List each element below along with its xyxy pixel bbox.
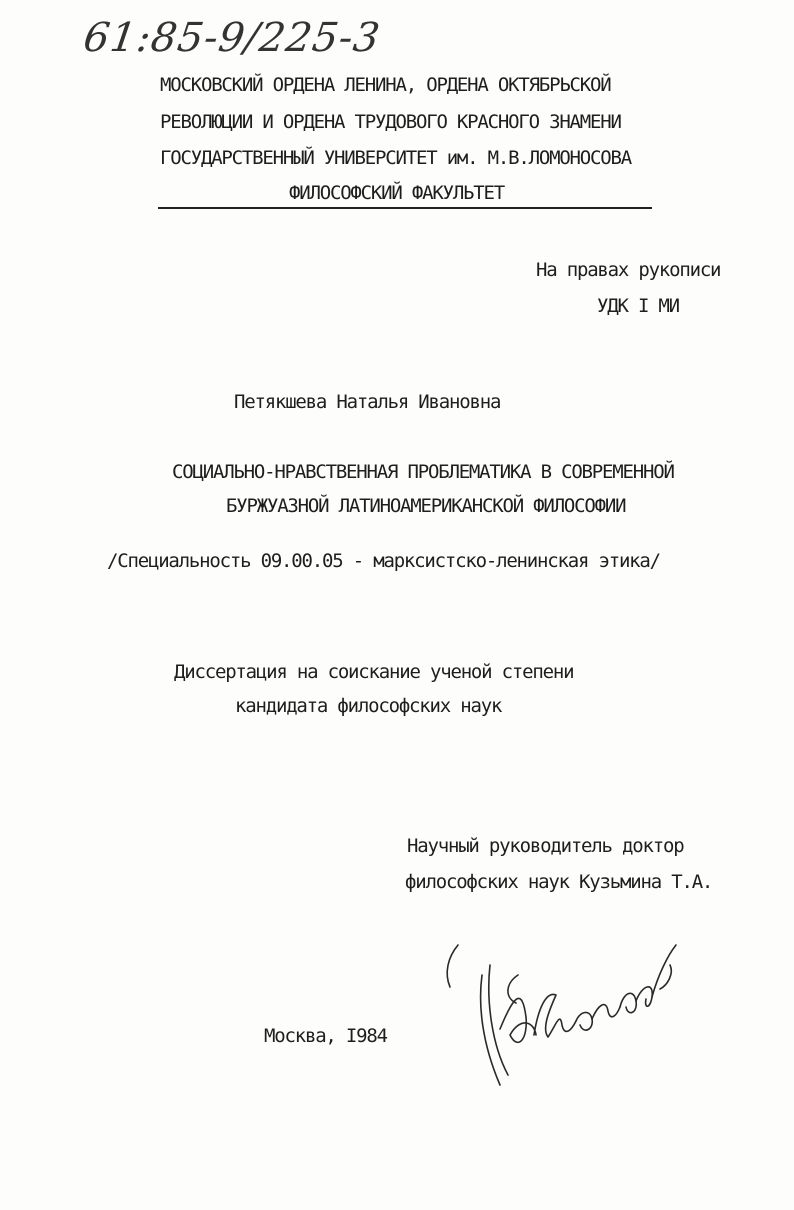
- handwritten-signature: [430, 925, 690, 1095]
- supervisor-line-1: Научный руководитель доктор: [407, 835, 684, 857]
- thesis-title-line-1: СОЦИАЛЬНО-НРАВСТВЕННАЯ ПРОБЛЕМАТИКА В СОВРЕМЕННОЙ: [172, 461, 674, 483]
- author-name: Петякшева Наталья Ивановна: [234, 391, 501, 413]
- place-and-year: Москва, I984: [264, 1025, 387, 1047]
- supervisor-line-2: философских наук Кузьмина Т.А.: [405, 871, 713, 893]
- university-line-3: ГОСУДАРСТВЕННЫЙ УНИВЕРСИТЕТ им. М.В.ЛОМОНОСОВА: [160, 147, 631, 169]
- header-divider: [158, 207, 652, 209]
- faculty-name: ФИЛОСОФСКИЙ ФАКУЛЬТЕТ: [289, 182, 505, 204]
- udk-code: УДК I МИ: [597, 295, 679, 317]
- thesis-title-line-2: БУРЖУАЗНОЙ ЛАТИНОАМЕРИКАНСКОЙ ФИЛОСОФИИ: [226, 495, 626, 517]
- university-line-2: РЕВОЛЮЦИИ И ОРДЕНА ТРУДОВОГО КРАСНОГО ЗНАМЕНИ: [160, 111, 621, 133]
- degree-line-2: кандидата философских наук: [235, 695, 502, 717]
- manuscript-rights: На правах рукописи: [536, 259, 721, 281]
- university-line-1: МОСКОВСКИЙ ОРДЕНА ЛЕНИНА, ОРДЕНА ОКТЯБРЬСКОЙ: [160, 74, 611, 96]
- degree-line-1: Диссертация на соискание ученой степени: [174, 661, 574, 683]
- specialty-line: /Специальность 09.00.05 - марксистско-ленинская этика/: [107, 550, 660, 572]
- handwritten-catalog-number: 61:85-9/225-3: [80, 15, 384, 61]
